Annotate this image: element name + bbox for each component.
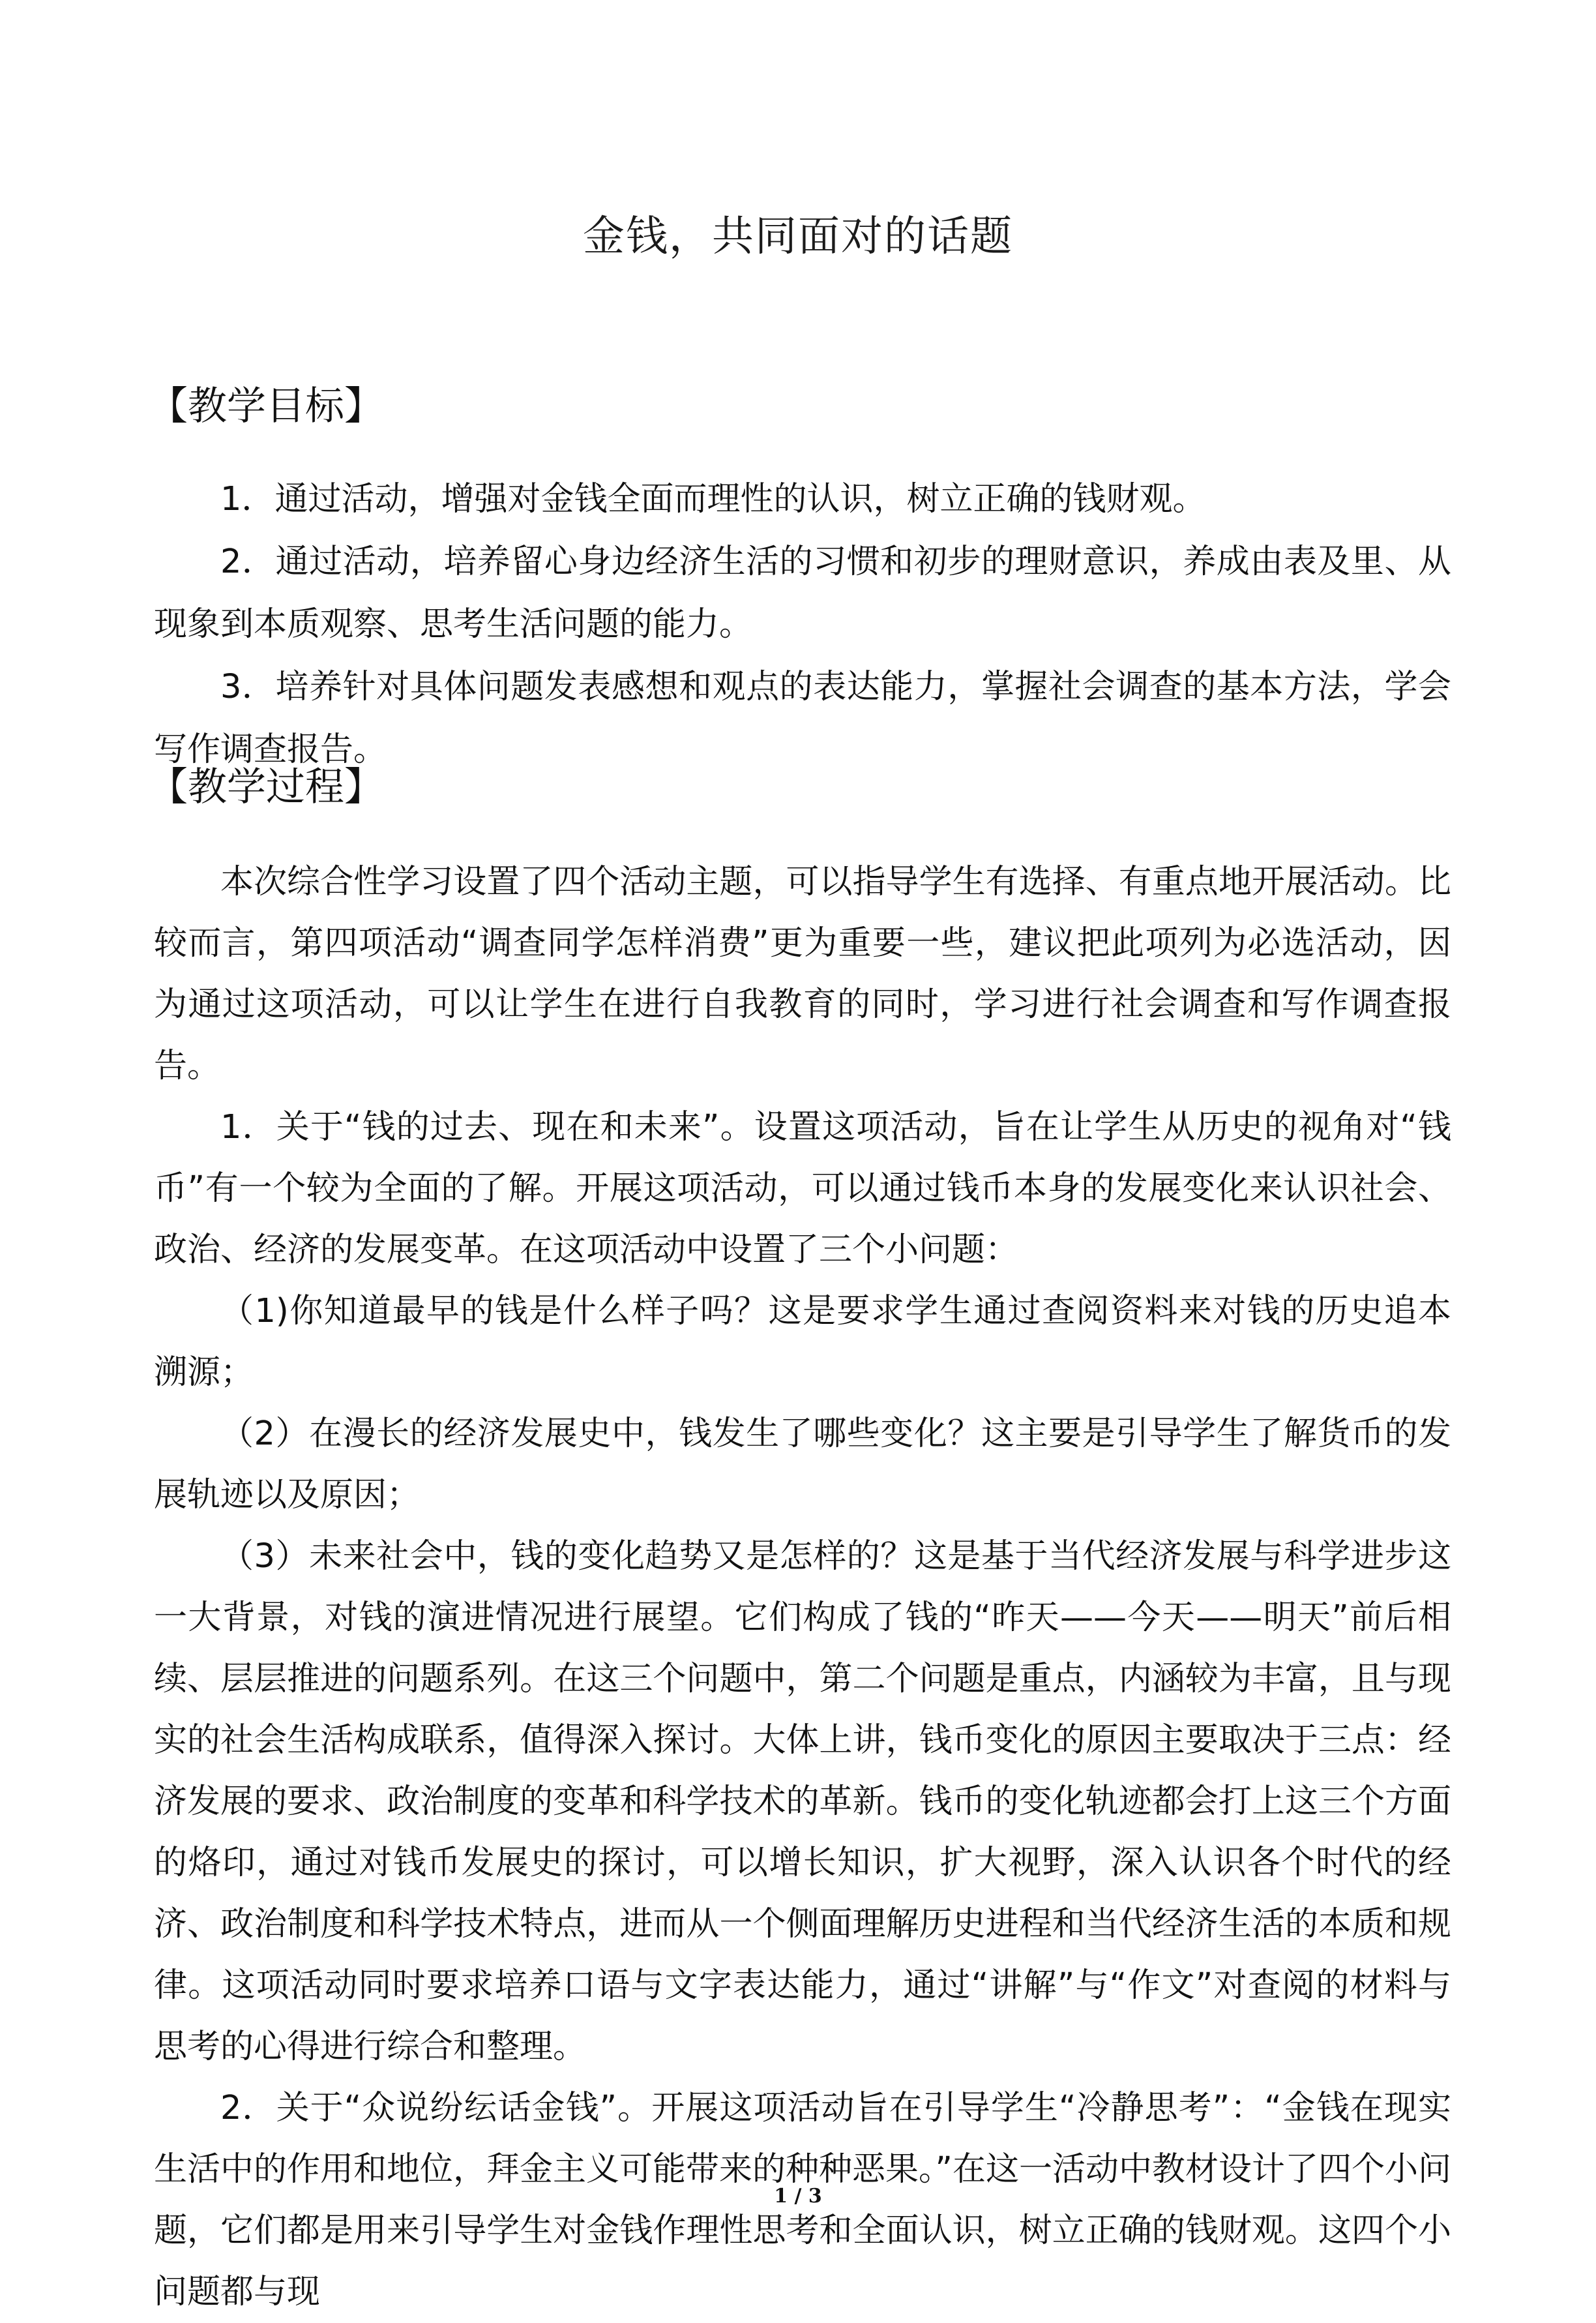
process-paragraph-question-1: （1)你知道最早的钱是什么样子吗？这是要求学生通过查阅资料来对钱的历史追本溯源； [154, 1292, 1451, 1392]
process-body [154, 852, 1451, 2323]
objective-paragraph-1: 1．通过活动，增强对金钱全面而理性的认识，树立正确的钱财观。 [220, 480, 1206, 518]
section-heading-objectives: 【教学目标】 [149, 383, 383, 429]
process-paragraph-activity-1: 1．关于“钱的过去、现在和未来”。设置这项活动，旨在让学生从历史的视角对“钱币”有一个较为全面的了解。开展这项活动，可以通过钱币本身的发展变化来认识社会、政治、经济的发展变革。在这项活动中设置了三个小问题： [154, 1108, 1451, 1269]
process-paragraph-question-3: （3）未来社会中，钱的变化趋势又是怎样的？这是基于当代经济发展与科学进步这一大背景，对钱的演进情况进行展望。它们构成了钱的“昨天——今天——明天”前后相续、层层推进的问题系列。在这三个问题中，第二个问题是重点，内涵较为丰富，且与现实的社会生活构成联系，值得深入探讨。大体上讲，钱币变化的原因主要取决于三点：经济发展的要求、政治制度的变革和科学技术的革新。钱币的变化轨迹都会打上这三个方面的烙印，通过对钱币发展史的探讨，可以增长知识，扩大视野，深入认识各个时代的经济、政治制度和科学技术特点，进而从一个侧面理解历史进程和当代经济生活的本质和规律。这项活动同时要求培养口语与文字表达能力，通过“讲解”与“作文”对查阅的材料与思考的心得进行综合和整理。 [154, 1537, 1451, 2066]
process-paragraph-question-2: （2）在漫长的经济发展史中，钱发生了哪些变化？这主要是引导学生了解货币的发展轨迹以及原因； [154, 1415, 1451, 1514]
process-paragraph-activity-2: 2．关于“众说纷纭话金钱”。开展这项活动旨在引导学生“冷静思考”：“金钱在现实生活中的作用和地位，拜金主义可能带来的种种恶果。”在这一活动中教材设计了四个小问题，它们都是用来引导学生对金钱作理性思考和全面认识，树立正确的钱财观。这四个小问题都与现 [154, 2089, 1451, 2311]
page-number: 1 / 3 [774, 2185, 822, 2208]
objective-paragraph-2: 2．通过活动，培养留心身边经济生活的习惯和初步的理财意识，养成由表及里、从现象到本质观察、思考生活问题的能力。 [154, 543, 1451, 644]
process-paragraph-intro: 本次综合性学习设置了四个活动主题，可以指导学生有选择、有重点地开展活动。比较而言，第四项活动“调查同学怎样消费”更为重要一些，建议把此项列为必选活动，因为通过这项活动，可以让学生在进行自我教育的同时，学习进行社会调查和写作调查报告。 [154, 863, 1451, 1085]
objectives-body [154, 468, 1451, 781]
section-heading-process: 【教学过程】 [149, 764, 383, 810]
objective-paragraph-3: 3．培养针对具体问题发表感想和观点的表达能力，掌握社会调查的基本方法，学会写作调查报告。 [154, 668, 1451, 769]
document-title: 金钱，共同面对的话题 [583, 213, 1013, 261]
